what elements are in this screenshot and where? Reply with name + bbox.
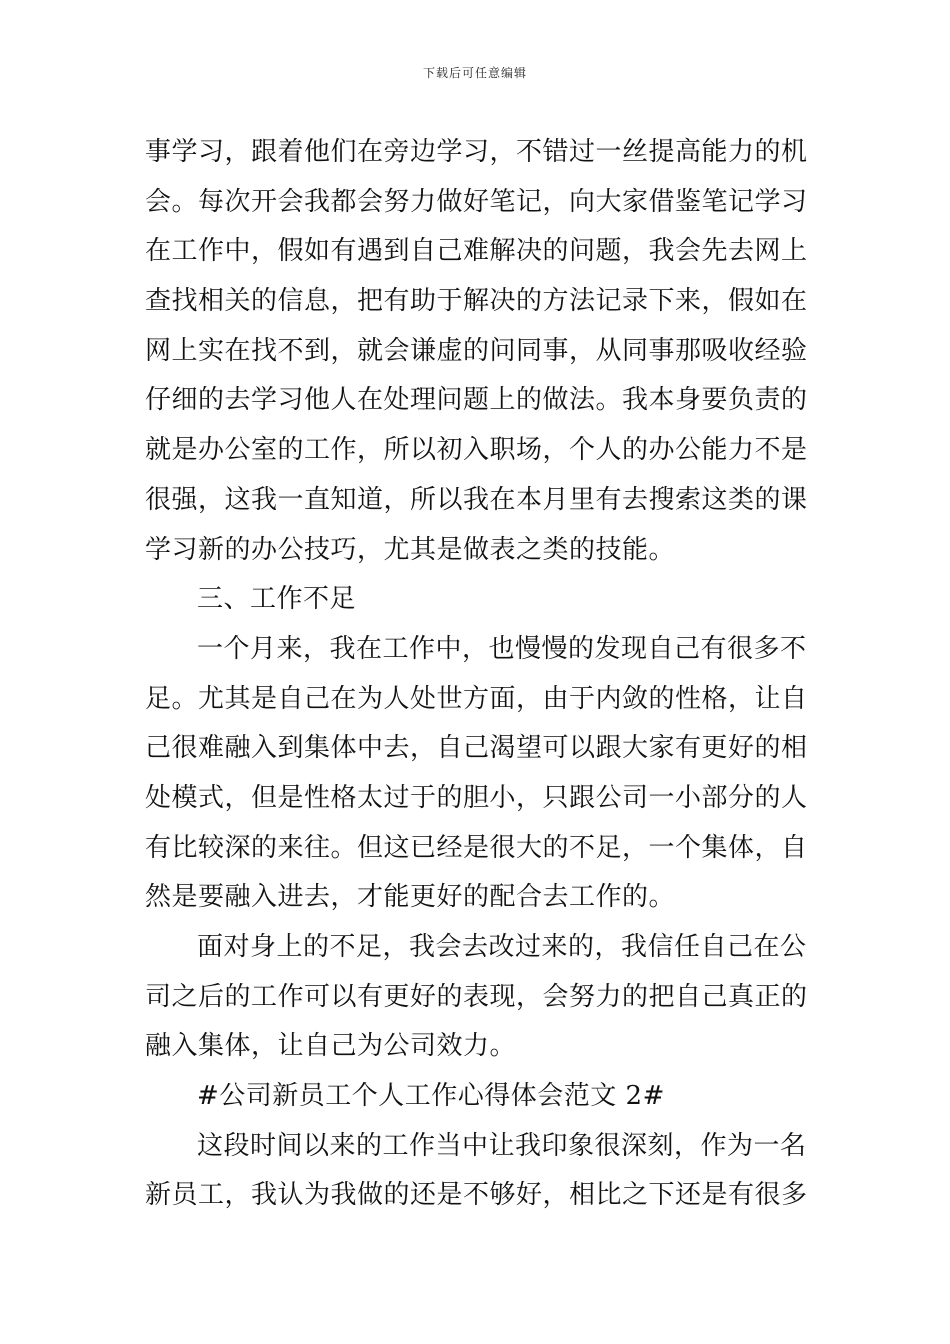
text-line: 融入集体，让自己为公司效力。 xyxy=(145,1031,517,1062)
text-line: 仔细的去学习他人在处理问题上的做法。我本身要负责的 xyxy=(145,385,808,416)
text-line: 很强，这我一直知道，所以我在本月里有去搜索这类的课 xyxy=(145,484,808,515)
text-line: 有比较深的来往。但这已经是很大的不足，一个集体，自 xyxy=(145,832,808,863)
text-line: 学习新的办公技巧，尤其是做表之类的技能。 xyxy=(145,534,676,565)
text-line: 新员工，我认为我做的还是不够好，相比之下还是有很多 xyxy=(145,1180,808,1211)
text-line: 在工作中，假如有遇到自己难解决的问题，我会先去网上 xyxy=(145,236,808,267)
text-line: 网上实在找不到，就会谦虚的问同事，从同事那吸收经验 xyxy=(145,335,808,366)
text-line: 这段时间以来的工作当中让我印象很深刻，作为一名 xyxy=(197,1130,807,1161)
text-line: 处模式，但是性格太过于的胆小，只跟公司一小部分的人 xyxy=(145,782,808,813)
header-note: 下载后可任意编辑 xyxy=(422,66,527,80)
section-heading: 三、工作不足 xyxy=(197,584,357,615)
text-line: 就是办公室的工作，所以初入职场，个人的办公能力不是 xyxy=(145,435,808,466)
article-heading: #公司新员工个人工作心得体会范文 2# xyxy=(197,1081,665,1112)
text-line: 司之后的工作可以有更好的表现，会努力的把自己真正的 xyxy=(145,981,808,1012)
text-line: 足。尤其是自己在为人处世方面，由于内敛的性格，让自 xyxy=(145,683,808,714)
text-line: 然是要融入进去，才能更好的配合去工作的。 xyxy=(145,882,676,913)
text-line: 面对身上的不足，我会去改过来的，我信任自己在公 xyxy=(197,932,807,962)
text-line: 查找相关的信息，把有助于解决的方法记录下来，假如在 xyxy=(145,286,808,317)
text-line: 己很难融入到集体中去，自己渴望可以跟大家有更好的相 xyxy=(145,733,808,764)
text-line: 事学习，跟着他们在旁边学习，不错过一丝提高能力的机 xyxy=(145,137,808,167)
text-line: 会。每次开会我都会努力做好笔记，向大家借鉴笔记学习 xyxy=(145,186,808,217)
text-line: 一个月来，我在工作中，也慢慢的发现自己有很多不 xyxy=(197,633,807,664)
document-body xyxy=(145,128,810,1221)
